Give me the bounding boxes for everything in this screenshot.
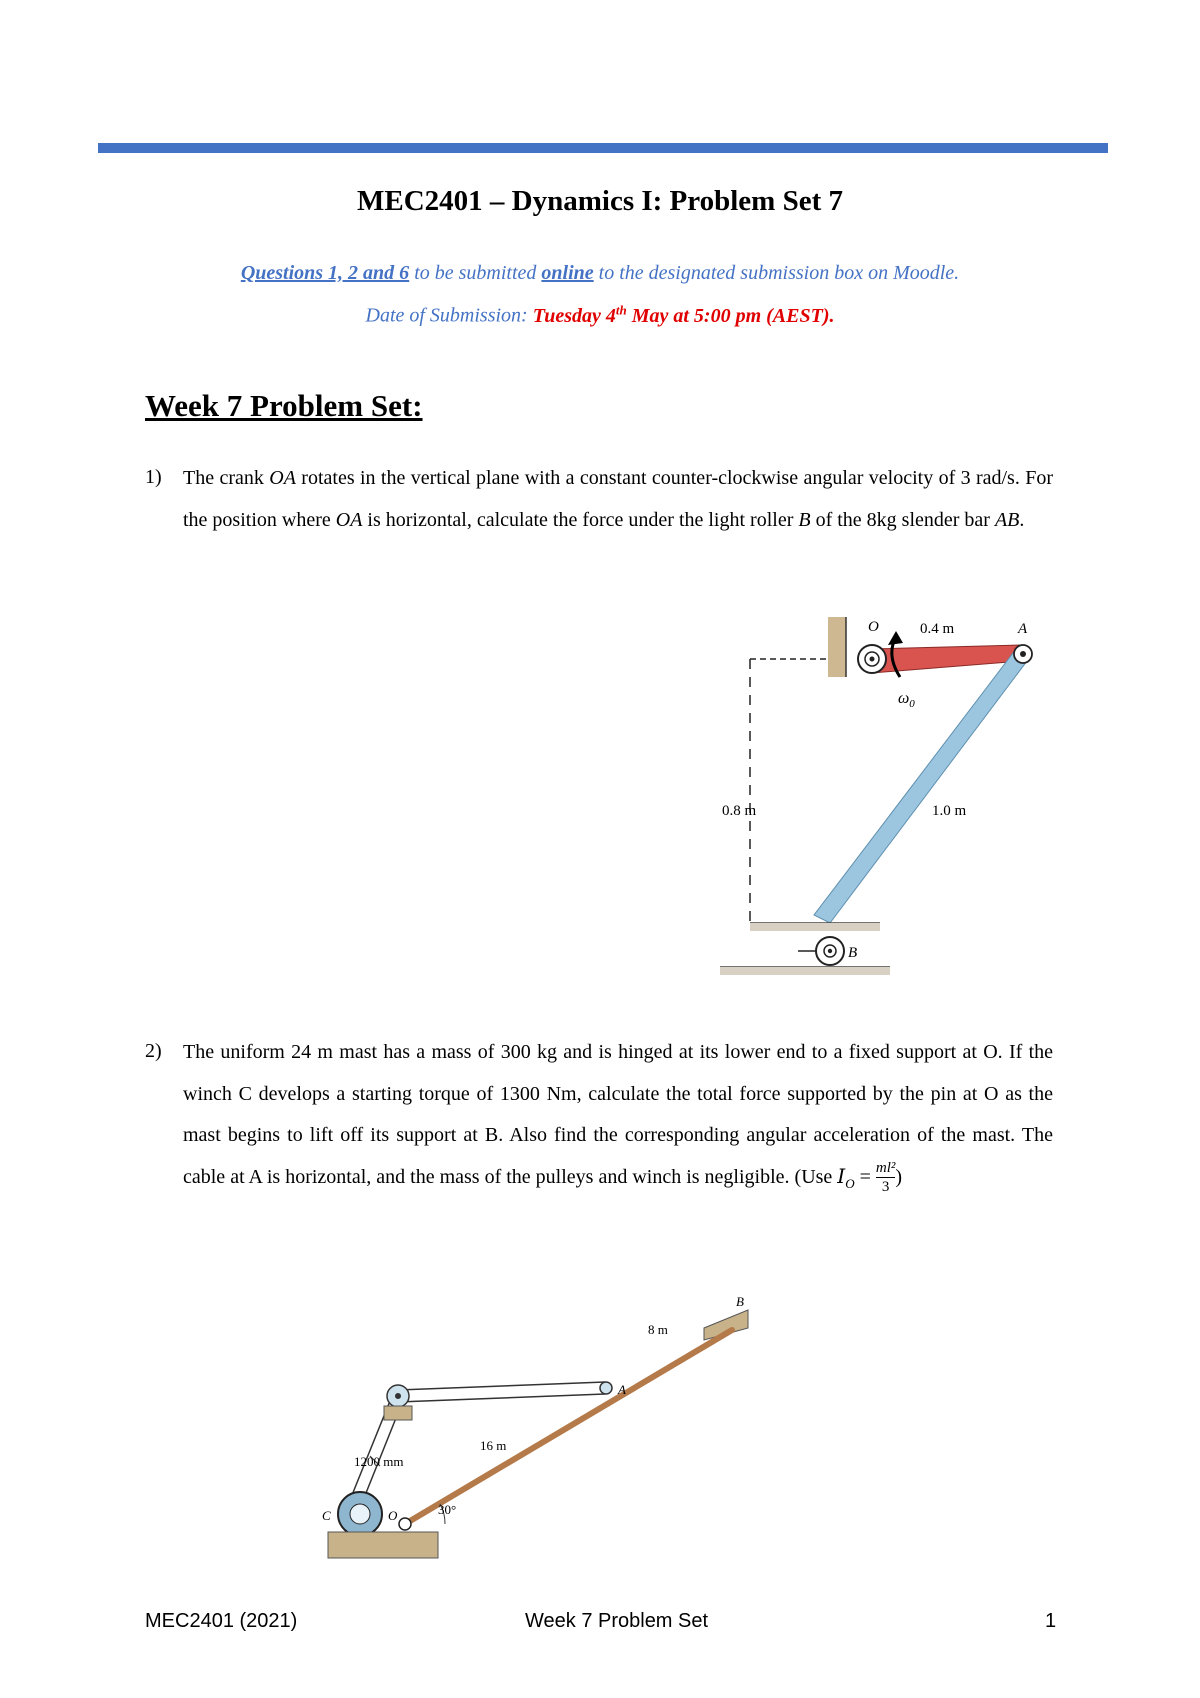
date-value: Tuesday 4th May at 5:00 pm (AEST).	[532, 302, 835, 327]
label-b: B	[736, 1294, 744, 1309]
label-16m: 16 m	[480, 1438, 507, 1453]
mast	[405, 1330, 732, 1524]
label-0-8m: 0.8 m	[722, 803, 757, 819]
label-1200mm: 1200 mm	[354, 1454, 404, 1469]
page-title: MEC2401 – Dynamics I: Problem Set 7	[357, 185, 843, 217]
slender-bar-ab	[814, 649, 1030, 923]
label-c: C	[322, 1508, 331, 1523]
label-0-4m: 0.4 m	[920, 621, 955, 637]
label-b: B	[848, 945, 858, 961]
pulley-a	[600, 1382, 612, 1394]
floor-lower	[720, 967, 890, 975]
submission-date	[0, 302, 1200, 328]
section-heading: Week 7 Problem Set:	[145, 388, 423, 423]
date-label: Date of Submission:	[365, 304, 533, 327]
q2-text: The uniform 24 m mast has a mass of 300 kg and is hinged at its lower end to a fixed support at O. If the winch C develops a starting torque of 1300 Nm, calculate the total force supported by the pin at O as the mast begins to lift off its support at B. Also find the corresponding angular acceleration of the mast. The cable at A is horizontal, and the mass of the pulleys and winch is negligible. (Use $I_O$ = $\frac{\text{ml²}}{3}$ )	[183, 1041, 1053, 1196]
pin-o	[399, 1518, 411, 1530]
label-o: O	[868, 619, 879, 635]
base	[328, 1532, 438, 1558]
q1-figure	[700, 605, 1040, 990]
online-link[interactable]: online	[541, 262, 594, 284]
q1-text: The crank OA rotates in the vertical plane with a constant counter-clockwise angular velocity of 3 rad/s. For the position where OA is horizontal, calculate the force under the light roller B of the 8kg slender bar AB.	[183, 467, 1053, 531]
floor-upper	[750, 923, 880, 931]
label-omega: $\omega_0$	[898, 690, 915, 710]
q1-number: 1)	[145, 466, 162, 488]
label-a: A	[1018, 621, 1028, 637]
q2-number: 2)	[145, 1040, 162, 1062]
label-1-0m: 1.0 m	[932, 803, 967, 819]
cable-top	[398, 1382, 605, 1390]
footer-course: MEC2401 (2021)	[145, 1610, 298, 1632]
label-a: A	[618, 1382, 626, 1397]
label-30-degrees: 30°	[438, 1502, 457, 1517]
wall-support	[828, 617, 846, 677]
label-o: O	[388, 1508, 398, 1523]
submission-text: to be submitted	[409, 262, 542, 284]
label-8m: 8 m	[648, 1322, 668, 1337]
q2-figure	[320, 1270, 840, 1570]
header-rule	[98, 143, 1108, 153]
cable-bottom	[398, 1394, 605, 1402]
footer-title: Week 7 Problem Set	[525, 1610, 709, 1632]
submission-note	[0, 262, 1200, 285]
page-number: 1	[1045, 1610, 1057, 1632]
submission-questions-link[interactable]: Questions 1, 2 and 6	[240, 262, 410, 284]
submission-text-end: to the designated submission box on Moodle.	[593, 262, 960, 284]
